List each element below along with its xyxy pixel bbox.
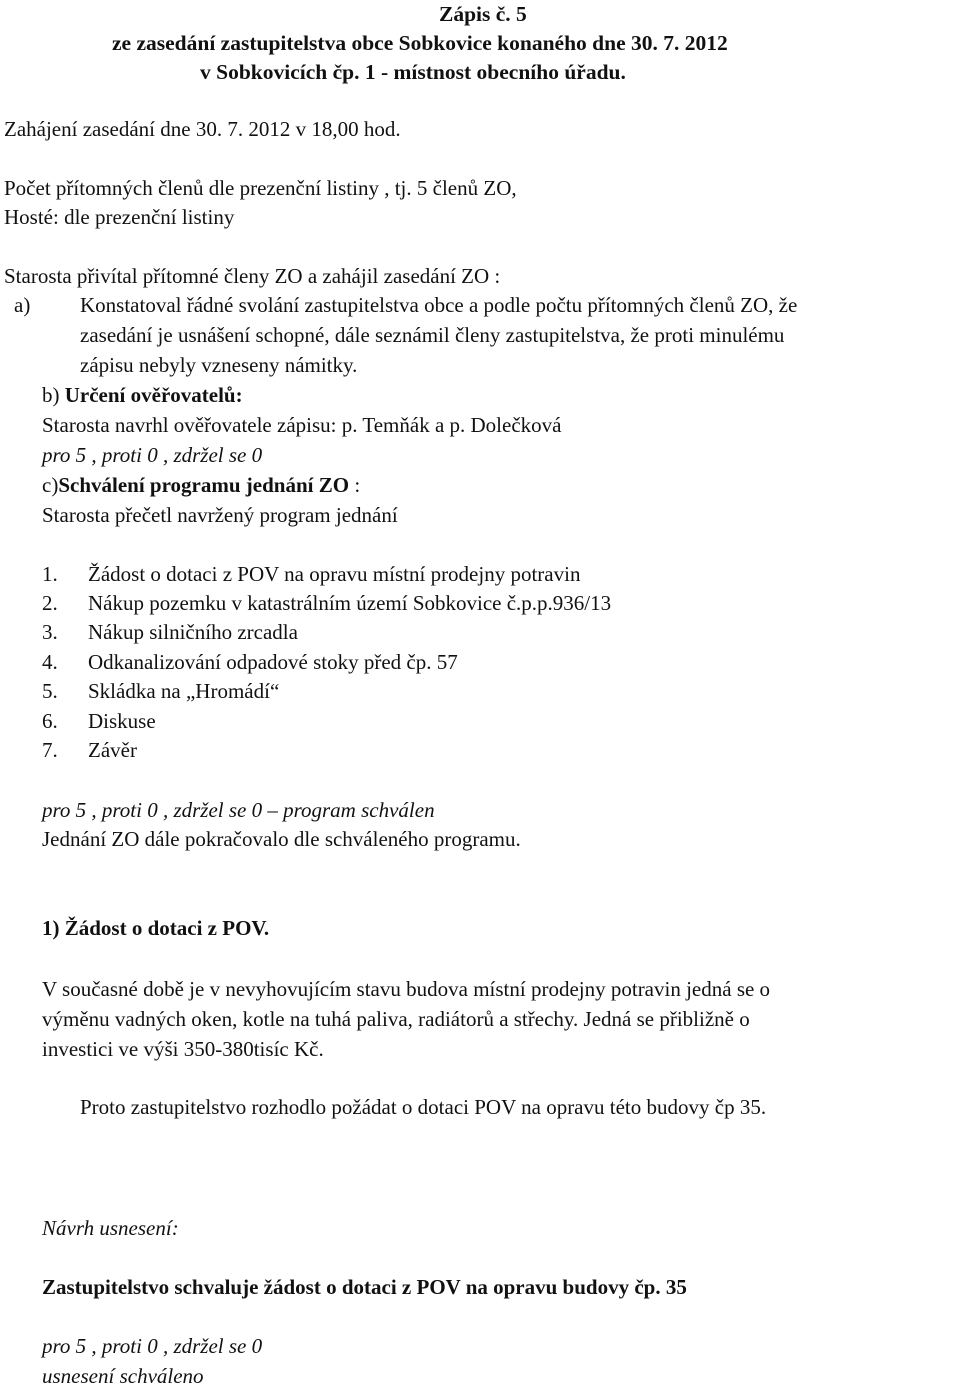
item-c-colon: : [349, 473, 361, 497]
list-item-number: 1. [42, 562, 58, 586]
resolution-vote: pro 5 , proti 0 , zdržel se 0 [42, 1334, 263, 1358]
item-b-heading-line [42, 385, 243, 406]
document-subtitle-line2: v Sobkovicích čp. 1 - místnost obecního úřadu. [200, 60, 626, 84]
meeting-start: Zahájení zasedání dne 30. 7. 2012 v 18,00 hod. [4, 117, 401, 141]
program-read-line: Starosta přečetl navržený program jednání [42, 503, 398, 527]
item-c-heading-line [42, 475, 360, 496]
list-item-text: Nákup pozemku v katastrálním území Sobkovice č.p.p.936/13 [88, 591, 612, 615]
list-item-number: 2. [42, 591, 58, 615]
list-item [42, 681, 279, 702]
list-item-number: 7. [42, 738, 58, 762]
list-item [42, 740, 137, 761]
list-item-number: 4. [42, 650, 58, 674]
document-subtitle-line1: ze zasedání zastupitelstva obce Sobkovice konaného dne 30. 7. 2012 [112, 31, 728, 55]
program-continue: Jednání ZO dále pokračovalo dle schváleného programu. [42, 827, 521, 851]
verifiers-vote: pro 5 , proti 0 , zdržel se 0 [42, 443, 263, 467]
item-a-line2: zasedání je usnášení schopné, dále seznámil členy zastupitelstva, že proti minulému [80, 323, 785, 347]
list-item-text: Žádost o dotaci z POV na opravu místní prodejny potravin [88, 562, 581, 586]
item1-decision: Proto zastupitelstvo rozhodlo požádat o dotaci POV na opravu této budovy čp 35. [80, 1095, 767, 1119]
list-item-number: 6. [42, 709, 58, 733]
item-b-marker: b) [42, 383, 60, 407]
opening-heading: Starosta přivítal přítomné členy ZO a zahájil zasedání ZO : [4, 264, 501, 288]
list-item-text: Závěr [88, 738, 137, 762]
list-item-text: Skládka na „Hromádí“ [88, 679, 280, 703]
item1-paragraph-line2: výměnu vadných oken, kotle na tuhá paliva, radiátorů a střechy. Jedná se přibližně o [42, 1007, 750, 1031]
list-item-number: 5. [42, 679, 58, 703]
attendance-line: Počet přítomných členů dle prezenční listiny , tj. 5 členů ZO, [4, 176, 517, 200]
document-title: Zápis č. 5 [439, 2, 527, 26]
list-item-text: Odkanalizování odpadové stoky před čp. 57 [88, 650, 458, 674]
list-item-text: Nákup silničního zrcadla [88, 620, 298, 644]
item-c-heading: Schválení programu jednání ZO [58, 473, 350, 497]
proposal-label: Návrh usnesení: [42, 1216, 179, 1240]
resolution-result: usnesení schváleno [42, 1364, 204, 1388]
list-item-text: Diskuse [88, 709, 156, 733]
list-item [42, 593, 611, 614]
item-c-marker: c) [42, 473, 59, 497]
program-vote: pro 5 , proti 0 , zdržel se 0 – program schválen [42, 798, 435, 822]
list-item [42, 564, 580, 585]
resolution-text: Zastupitelstvo schvaluje žádost o dotaci z POV na opravu budovy čp. 35 [42, 1275, 687, 1299]
list-item [42, 711, 156, 732]
list-item [42, 622, 298, 643]
item1-paragraph-line3: investici ve výši 350-380tisíc Kč. [42, 1037, 324, 1061]
item-a-line3: zápisu nebyly vzneseny námitky. [80, 353, 358, 377]
guests-line: Hosté: dle prezenční listiny [4, 205, 235, 229]
item-a-marker: a) [14, 293, 31, 317]
item-a-line1: Konstatoval řádné svolání zastupitelstva obce a podle počtu přítomných členů ZO, že [80, 293, 798, 317]
list-item-number: 3. [42, 620, 58, 644]
item-b-heading: Určení ověřovatelů: [64, 383, 243, 407]
item1-heading: 1) Žádost o dotaci z POV. [42, 916, 270, 940]
verifiers-line: Starosta navrhl ověřovatele zápisu: p. Temňák a p. Dolečková [42, 413, 562, 437]
list-item [42, 652, 458, 673]
item1-paragraph-line1: V současné době je v nevyhovujícím stavu budova místní prodejny potravin jedná se o [42, 977, 771, 1001]
